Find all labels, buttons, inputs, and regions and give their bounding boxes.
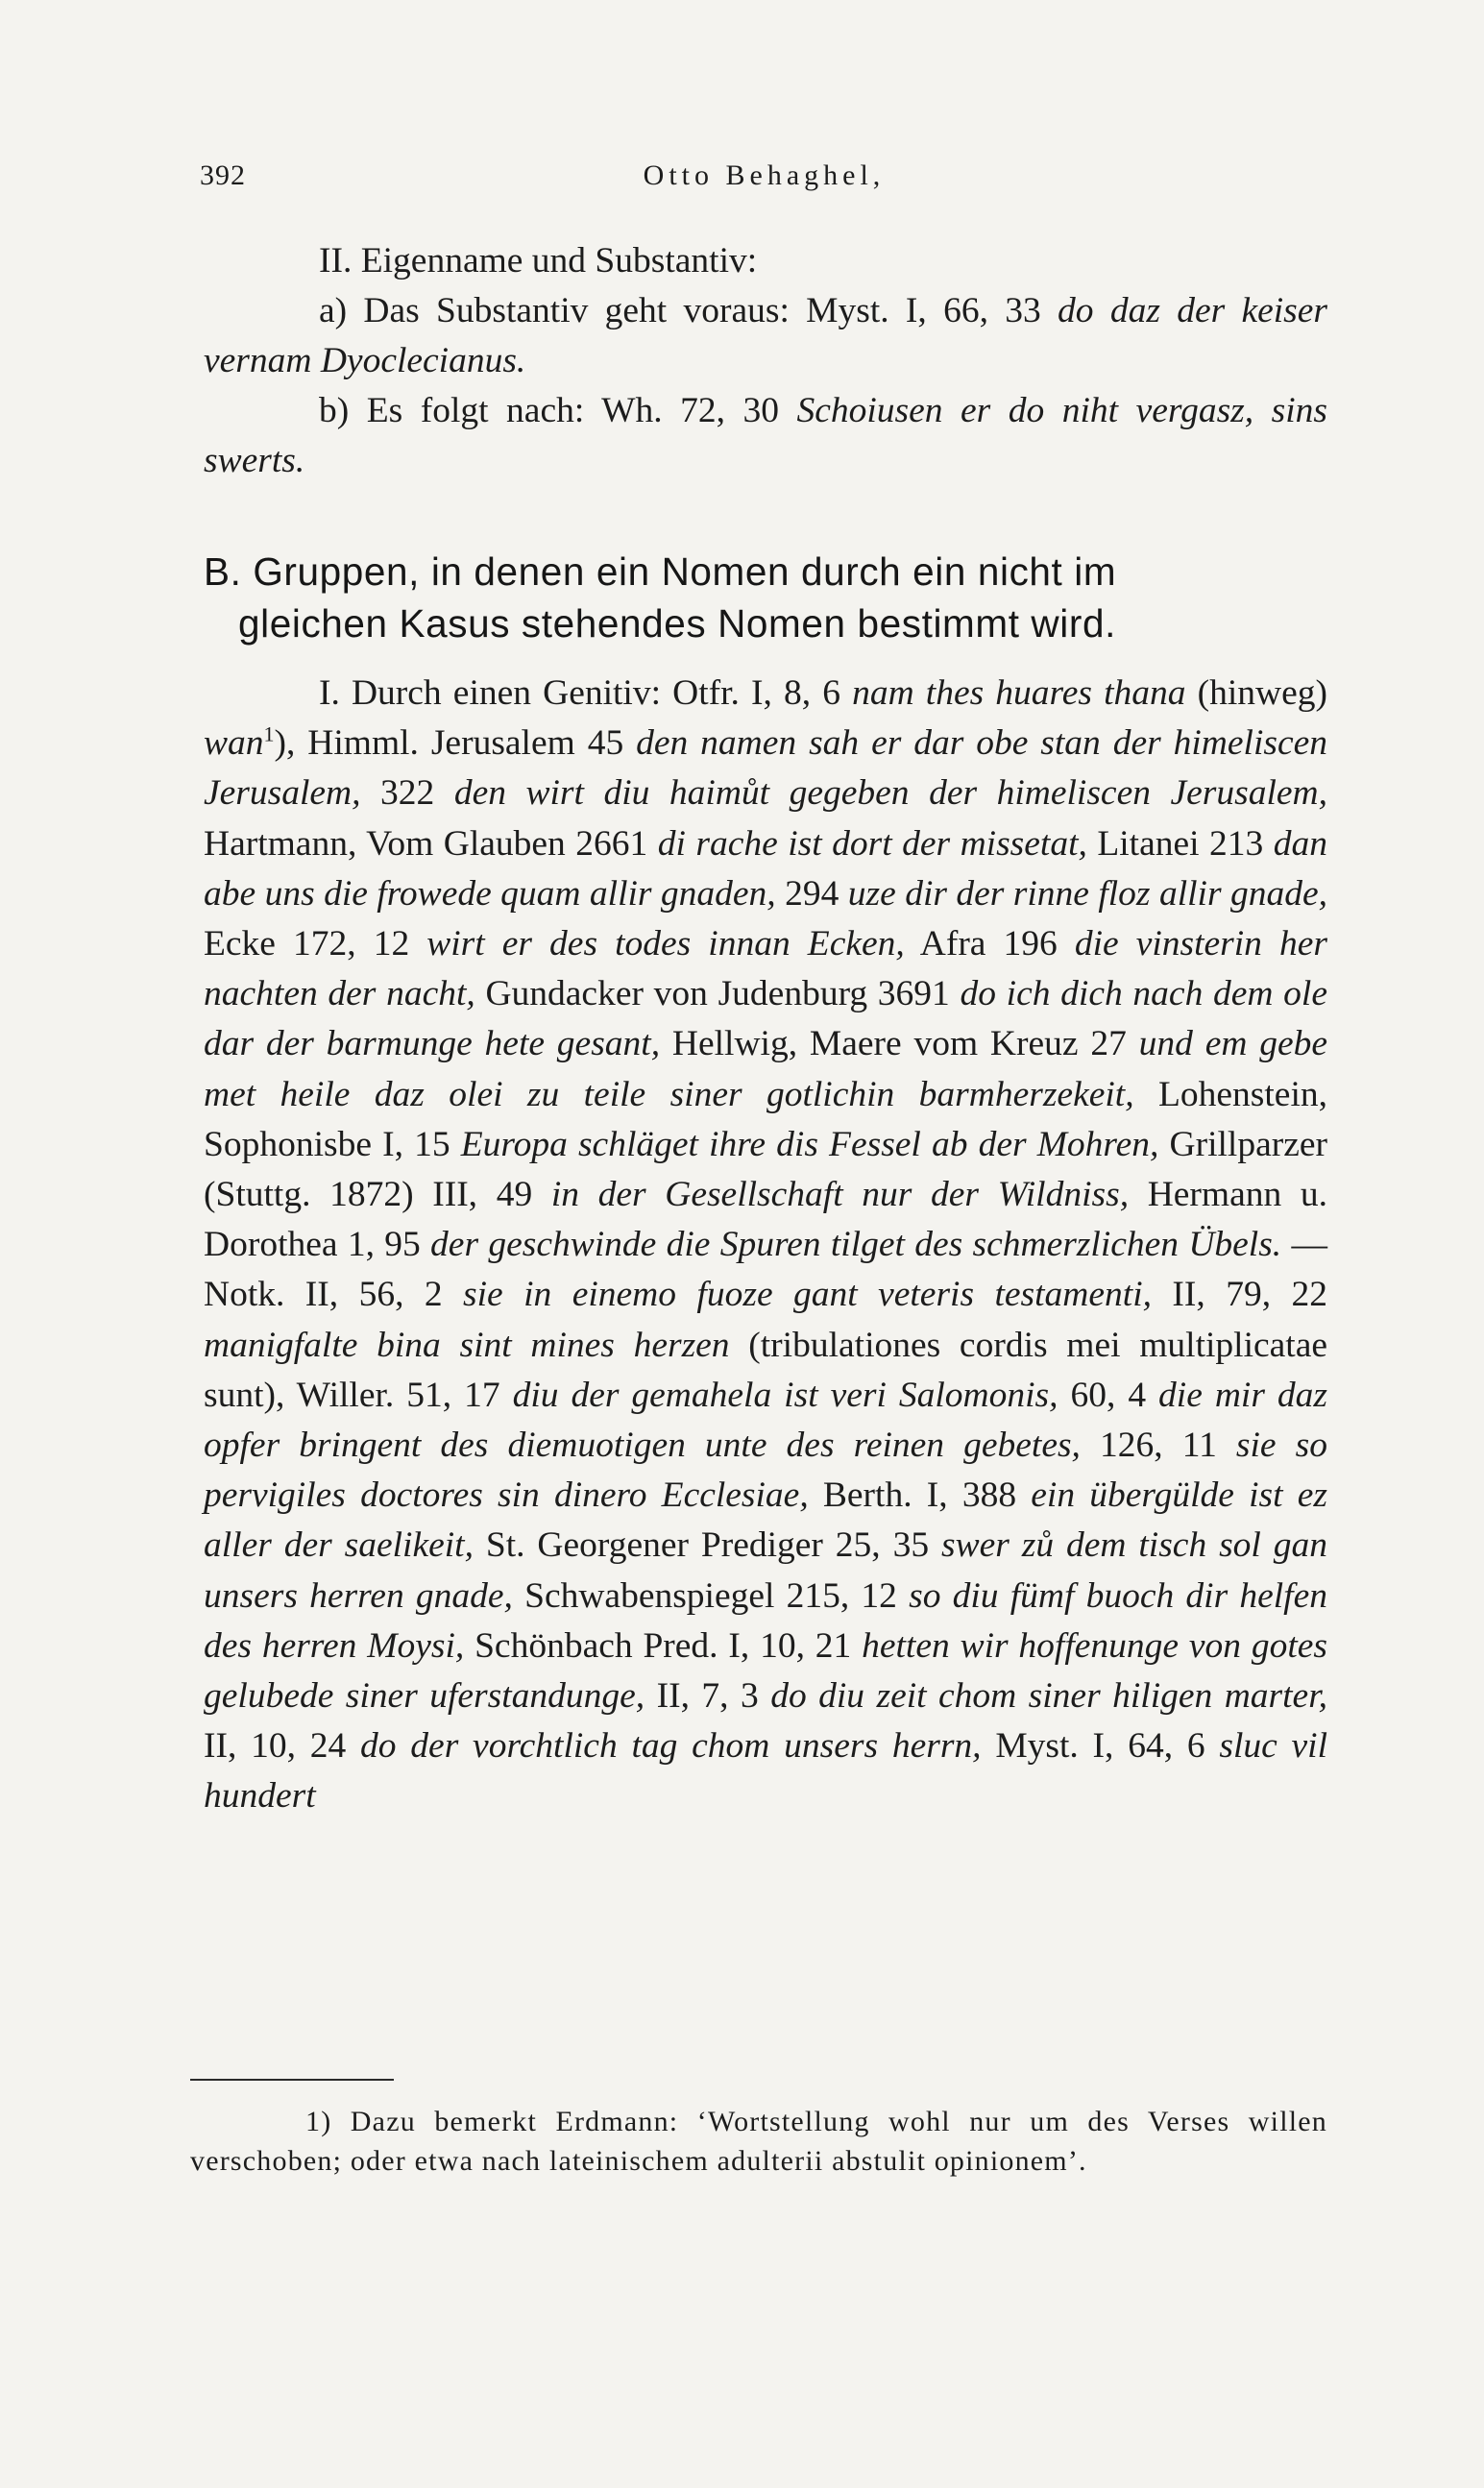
section-ii-a-label: a) Das Substantiv geht voraus: Myst. I, 66, 33 — [319, 291, 1058, 330]
example-run: nam thes huares thana — [852, 673, 1186, 713]
text-run: II, 79, 22 — [1152, 1275, 1327, 1315]
text-run: Schönbach Pred. I, 10, 21 — [464, 1625, 863, 1666]
section-ii-block — [204, 236, 1327, 486]
example-run: wan — [204, 723, 264, 764]
example-run: so diu fümf buoch dir helfen des herren Moysi, — [204, 1575, 1327, 1666]
running-head: Otto Behaghel, — [643, 159, 886, 191]
page-number: 392 — [200, 159, 246, 191]
text-run: Berth. I, 388 — [808, 1476, 1032, 1516]
text-run: 322 — [360, 773, 454, 814]
example-run: ein übergülde ist ez aller der saelikeit, — [204, 1476, 1327, 1566]
footnote-marker: 1 — [263, 721, 275, 746]
example-run: hetten wir hoffenunge von gotes gelubede siner uferstandunge, — [204, 1625, 1327, 1717]
example-run: die mir daz opfer bringent des diemuotigen unte des reinen gebetes, — [204, 1375, 1327, 1466]
example-run: und em gebe met heile daz olei zu teile siner gotlichin barmherzekeit, — [204, 1024, 1328, 1114]
example-run: sie in einemo fuoze gant veteris testamenti, — [463, 1275, 1152, 1315]
example-run: den wirt diu haimůt gegeben der himeliscen Jerusalem, — [453, 773, 1327, 814]
example-run: manigfalte bina sint mines herzen — [204, 1325, 730, 1365]
example-run: di rache ist dort der missetat, — [657, 823, 1087, 864]
text-run: Myst. I, 64, 6 — [981, 1726, 1220, 1767]
text-run: Hartmann, Vom Glauben 2661 — [204, 823, 658, 864]
example-run: diu der gemahela ist veri Salomonis, — [512, 1375, 1058, 1415]
section-ii-title: II. Eigenname und Substantiv: — [319, 241, 758, 281]
example-run: uze dir der rinne floz allir gnade, — [847, 873, 1327, 914]
example-run: Europa schläget ihre dis Fessel ab der Mohren, — [460, 1124, 1159, 1164]
section-b-heading-line2: gleichen Kasus stehendes Nomen bestimmt wird. — [238, 601, 1116, 646]
section-b-heading-line1: B. Gruppen, in denen ein Nomen durch ein nicht im — [204, 549, 1117, 594]
text-run: 126, 11 — [1080, 1426, 1236, 1466]
section-ii-b-example: Schoiusen er do niht vergasz, sins swerts. — [204, 391, 1327, 480]
example-run: in der Gesellschaft nur der Wildniss, — [550, 1175, 1130, 1215]
example-run: do diu zeit chom siner hiligen marter, — [770, 1676, 1328, 1717]
example-run: swer zů dem tisch sol gan unsers herren gnade, — [204, 1525, 1328, 1616]
footnote — [190, 2102, 1327, 2181]
text-run: II, 10, 24 — [204, 1726, 361, 1767]
example-run: do der vorchtlich tag chom unsers herrn, — [360, 1726, 982, 1767]
text-run: Schwabenspiegel 215, 12 — [512, 1575, 910, 1616]
text-run: — Notk. II, 56, 2 — [204, 1225, 1327, 1315]
text-run: (hinweg) — [1185, 673, 1327, 713]
text-run: Litanei 213 — [1086, 823, 1274, 864]
text-run: Ecke 172, 12 — [204, 924, 427, 964]
example-run: wirt er des todes innan Ecken, — [426, 924, 905, 964]
text-run: (tribulationes cordis mei multiplicatae sunt), Willer. 51, 17 — [204, 1325, 1327, 1415]
example-run: sluc vil hundert — [204, 1726, 1328, 1817]
example-run: den namen sah er dar obe stan der himeliscen Jerusalem, — [204, 723, 1327, 814]
page-header — [200, 159, 1328, 198]
text-run: ), Himml. Jerusalem 45 — [274, 723, 637, 764]
text-run: Grillparzer (Stuttg. 1872) III, 49 — [204, 1124, 1328, 1215]
footnote-text: 1) Dazu bemerkt Erdmann: ‘Wortstellung wohl nur um des Verses willen verschoben; oder etwa nach lateinischem adulterii abstulit opinionem’. — [190, 2106, 1327, 2177]
text-run: I. Durch einen Genitiv: Otfr. I, 8, 6 — [319, 673, 853, 713]
text-run: Gundacker von Judenburg 3691 — [474, 974, 961, 1014]
example-run: der geschwinde die Spuren tilget des schmerzlichen Übels. — [430, 1225, 1282, 1265]
section-b-heading — [204, 546, 1327, 649]
example-run: sie so pervigiles doctores sin dinero Ecclesiae, — [204, 1426, 1328, 1516]
text-run: Lohenstein, Sophonisbe I, 15 — [204, 1074, 1327, 1164]
text-run: 294 — [775, 873, 848, 914]
section-ii-b-label: b) Es folgt nach: Wh. 72, 30 — [319, 391, 797, 430]
section-b-paragraph — [204, 669, 1327, 1822]
section-ii-a-example: do daz der keiser vernam Dyoclecianus. — [204, 291, 1327, 380]
example-run: do ich dich nach dem ole dar der barmunge hete gesant, — [204, 974, 1327, 1064]
text-run: II, 7, 3 — [645, 1676, 771, 1717]
text-run: Hellwig, Maere vom Kreuz 27 — [660, 1024, 1139, 1064]
section-ii-b — [204, 386, 1327, 486]
text-run: Hermann u. Dorothea 1, 95 — [204, 1175, 1327, 1265]
example-run: dan abe uns die frowede quam allir gnaden, — [204, 823, 1327, 914]
section-ii-a — [204, 286, 1327, 386]
section-b-body — [204, 669, 1327, 1822]
footnote-divider — [190, 2079, 394, 2081]
text-run: 60, 4 — [1058, 1375, 1159, 1415]
example-run: die vinsterin her nachten der nacht, — [204, 924, 1327, 1014]
text-run: St. Georgener Prediger 25, 35 — [473, 1525, 941, 1566]
text-run: Afra 196 — [904, 924, 1075, 964]
